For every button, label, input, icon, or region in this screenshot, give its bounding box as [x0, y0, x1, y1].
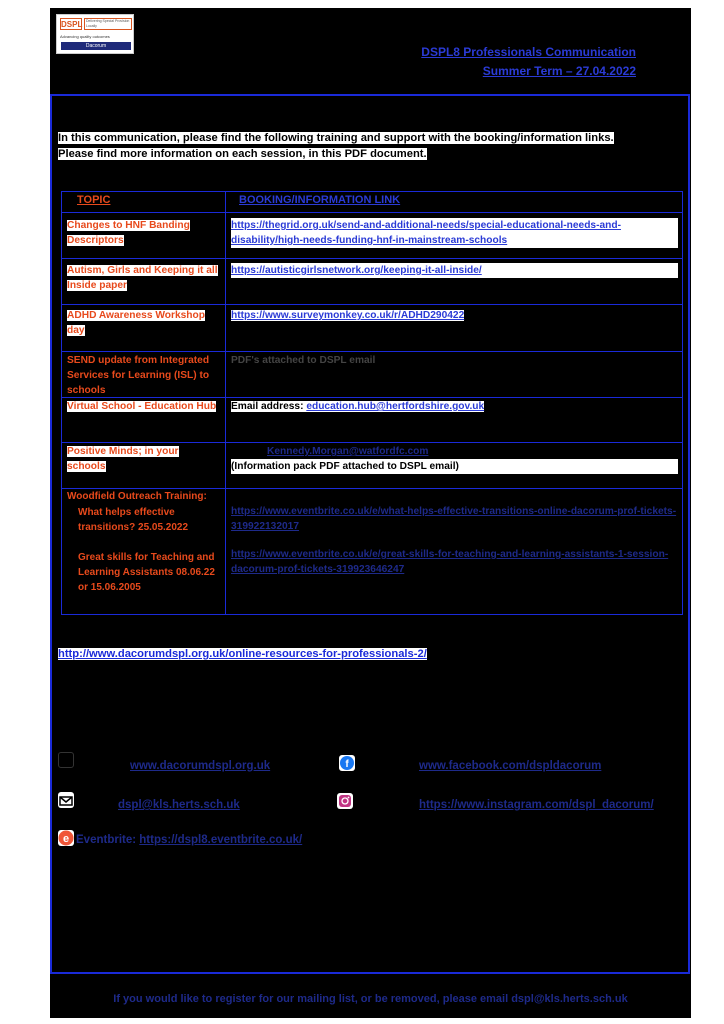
woodfield-item-transitions: What helps effective transitions? 25.05.2022	[78, 507, 189, 533]
link-positive-minds[interactable]: Kennedy.Morgan@watfordfc.com	[267, 446, 429, 457]
link-send-update: PDF's attached to DSPL email	[231, 355, 376, 366]
topic-adhd-workshop: ADHD Awareness Workshop day	[67, 310, 205, 336]
svg-text:e: e	[62, 833, 70, 845]
eventbrite-line	[76, 834, 302, 846]
instagram-icon	[337, 793, 353, 809]
intro-text	[58, 130, 678, 162]
instagram-link[interactable]: https://www.instagram.com/dspl_dacorum/	[419, 799, 654, 811]
topic-virtual-school: Virtual School - Education Hub	[67, 401, 217, 412]
logo-tagline: Delivering Special Provision Locally	[84, 18, 132, 30]
email-icon	[58, 792, 74, 808]
eventbrite-label: Eventbrite:	[76, 834, 140, 846]
facebook-link[interactable]: www.facebook.com/dspldacorum	[419, 760, 602, 772]
column-header-link: BOOKING/INFORMATION LINK	[239, 194, 401, 206]
table-divider	[61, 442, 683, 443]
table-divider	[61, 304, 683, 305]
dspl-logo	[56, 14, 134, 54]
email-link[interactable]: dspl@kls.herts.sch.uk	[118, 799, 240, 811]
web-icon	[58, 752, 74, 768]
term-date: Summer Term – 27.04.2022	[482, 64, 636, 78]
table-divider	[61, 212, 683, 213]
facebook-icon	[339, 755, 355, 771]
online-resources-link[interactable]: http://www.dacorumdspl.org.uk/online-resources-for-professionals-2/	[58, 648, 427, 660]
link-woodfield-skills[interactable]: https://www.eventbrite.co.uk/e/great-skills-for-teaching-and-learning-assistants-1-session-dacorum-prof-tickets-319923646247	[231, 549, 669, 575]
topic-autism-girls: Autism, Girls and Keeping it all Inside paper	[67, 265, 218, 291]
link-hnf-banding[interactable]: https://thegrid.org.uk/send-and-additional-needs/special-educational-needs-and-disability/high-needs-funding-hnf-in-mainstream-schools	[231, 218, 678, 248]
intro-line-2: Please find more information on each session, in this PDF document.	[58, 148, 427, 160]
link-autism-girls[interactable]: https://autisticgirlsnetwork.org/keeping-it-all-inside/	[231, 263, 678, 278]
topic-send-update: SEND update from Integrated Services for Learning (ISL) to schools	[67, 355, 210, 396]
topic-hnf-banding: Changes to HNF Banding Descriptors	[67, 220, 190, 246]
topic-positive-minds: Positive Minds; in your schools	[67, 446, 179, 472]
logo-area: Dacorum	[61, 42, 131, 50]
table-divider	[61, 258, 683, 259]
eventbrite-link[interactable]: https://dspl8.eventbrite.co.uk/	[139, 834, 303, 846]
svg-text:f: f	[345, 759, 349, 770]
column-header-topic: TOPIC	[77, 194, 111, 206]
logo-abbr: DSPL	[61, 20, 83, 29]
page-title: DSPL8 Professionals Communication	[421, 45, 636, 59]
positive-minds-note: (Information pack PDF attached to DSPL email)	[231, 459, 678, 474]
logo-subtitle: Advancing quality outcomes	[60, 34, 110, 39]
link-adhd-workshop[interactable]: https://www.surveymonkey.co.uk/r/ADHD290422	[231, 310, 465, 321]
eventbrite-icon	[58, 830, 74, 846]
website-link[interactable]: www.dacorumdspl.org.uk	[130, 760, 271, 772]
link-woodfield-transitions[interactable]: https://www.eventbrite.co.uk/e/what-helps-effective-transitions-online-dacorum-prof-tickets-319922132017	[231, 506, 677, 532]
link-virtual-school[interactable]: Email address: education.hub@hertfordshire.gov.uk	[231, 401, 485, 412]
footer-mailing-list: If you would like to register for our mailing list, or be removed, please email dspl@kls.herts.sch.uk	[113, 993, 628, 1005]
table-divider	[61, 351, 683, 352]
woodfield-title: Woodfield Outreach Training:	[67, 491, 207, 502]
woodfield-item-skills: Great skills for Teaching and Learning Assistants 08.06.22 or 15.06.2005	[78, 552, 215, 593]
table-column-divider	[225, 191, 226, 615]
intro-line-1: In this communication, please find the following training and support with the booking/information links.	[58, 132, 614, 144]
